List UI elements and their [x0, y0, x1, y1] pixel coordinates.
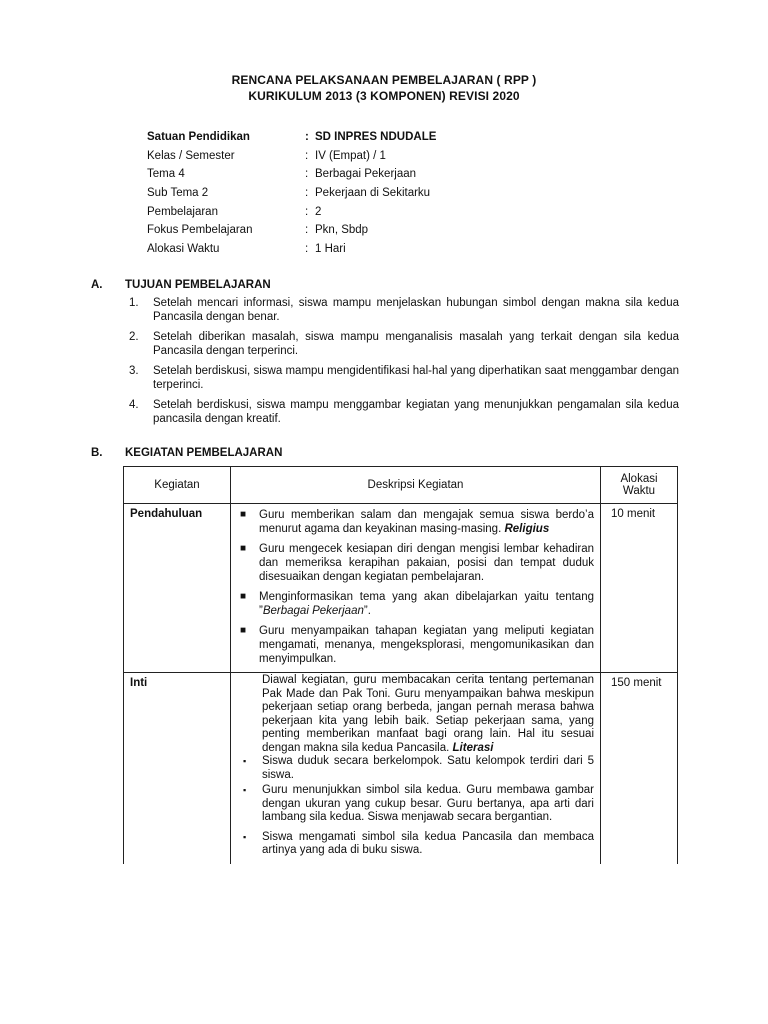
small-square-bullet-icon: ▪ — [243, 831, 247, 842]
objective-item — [129, 330, 679, 358]
section-a-letter: A. — [91, 279, 103, 291]
item-text: Siswa mengamati simbol sila kedua Pancasila dan membaca artinya yang ada di buku siswa. — [262, 830, 594, 856]
objective-text: Setelah mencari informasi, siswa mampu menjelaskan hubungan simbol dengan makna sila kedua Pancasila dengan benar. — [153, 297, 679, 323]
identity-row — [147, 243, 436, 262]
identity-row — [147, 224, 436, 243]
item-text-end: ”. — [363, 605, 371, 617]
item-text: Menginformasikan tema yang akan dibelajarkan yaitu tentang ” — [259, 591, 594, 617]
phase-inti: Inti — [124, 673, 231, 864]
objective-text: Setelah berdiskusi, siswa mampu mengidentifikasi hal-hal yang diperhatikan saat menggambar dengan terperinci. — [153, 365, 679, 391]
objective-item — [129, 364, 679, 392]
section-a-heading — [91, 279, 271, 291]
activities-header-row — [124, 467, 678, 504]
list-item — [237, 542, 594, 584]
identity-value: IV (Empat) / 1 — [315, 149, 386, 162]
identity-colon: : — [305, 224, 309, 237]
header-time: Alokasi Waktu — [601, 467, 678, 504]
intro-text: Diawal kegiatan, guru membacakan cerita tentang pertemanan Pak Made dan Pak Toni. Guru menyampaikan bahwa meskipun pekerjaan setiap orang berbeda, jangan pernah merasa bahwa pekerjaan kita yang lebih baik. Setiap pekerjaan sama, yang penting memberikan manfaat bagi orang lain. Hal itu sesuai dengan makna sila kedua Pancasila. — [262, 674, 594, 754]
list-item — [237, 508, 594, 536]
identity-row — [147, 150, 436, 169]
inti-points — [237, 755, 594, 858]
identity-row — [147, 131, 436, 150]
objective-number: 1. — [129, 297, 139, 309]
identity-colon: : — [305, 205, 309, 218]
identity-label: Sub Tema 2 — [147, 187, 209, 200]
identity-value: 1 Hari — [315, 243, 346, 256]
document-title-line1: RENCANA PELAKSANAAN PEMBELAJARAN ( RPP ) — [231, 73, 537, 87]
list-item — [237, 755, 594, 782]
square-bullet-icon: ■ — [240, 591, 247, 602]
identity-colon: : — [305, 149, 309, 162]
identity-label: Fokus Pembelajaran — [147, 224, 253, 237]
small-square-bullet-icon: ▪ — [243, 756, 247, 766]
inti-intro — [237, 674, 594, 755]
identity-colon: : — [305, 243, 309, 256]
character-tag: Religius — [504, 523, 550, 535]
square-bullet-icon: ■ — [240, 625, 247, 636]
identity-value: 2 — [315, 205, 322, 218]
small-square-bullet-icon: ▪ — [243, 785, 247, 795]
list-item — [237, 590, 594, 618]
section-b-heading — [91, 447, 282, 459]
identity-label: Tema 4 — [147, 168, 185, 181]
learning-objectives-list — [129, 296, 679, 432]
objective-number: 3. — [129, 365, 139, 377]
inti-description — [231, 673, 601, 864]
item-text: Guru menyampaikan tahapan kegiatan yang meliputi kegiatan mengamati, menanya, mengeksplorasi, mengomunikasikan dan menyimpulkan. — [259, 625, 594, 665]
identity-label: Alokasi Waktu — [147, 243, 220, 256]
objective-text: Setelah berdiskusi, siswa mampu menggambar kegiatan yang menunjukkan pengamalan sila kedua pancasila dengan kreatif. — [153, 399, 679, 425]
identity-row — [147, 206, 436, 225]
inti-row — [124, 673, 678, 864]
pendahuluan-items — [237, 508, 594, 666]
list-item — [237, 784, 594, 825]
item-text: Guru memberikan salam dan mengajak semua siswa berdo’a menurut agama dan keyakinan masing-masing. — [259, 509, 594, 535]
identity-table — [147, 131, 436, 262]
square-bullet-icon: ■ — [240, 543, 247, 554]
pendahuluan-row — [124, 504, 678, 673]
objective-number: 2. — [129, 331, 139, 343]
objective-text: Setelah diberikan masalah, siswa mampu menganalisis masalah yang terkait dengan sila kedua Pancasila dengan terperinci. — [153, 331, 679, 357]
identity-label: Pembelajaran — [147, 205, 218, 218]
identity-colon: : — [305, 168, 309, 181]
character-tag: Literasi — [452, 741, 494, 754]
list-item — [237, 831, 594, 858]
document-title-line2: KURIKULUM 2013 (3 KOMPONEN) REVISI 2020 — [248, 89, 520, 103]
header-activity: Kegiatan — [124, 467, 231, 504]
section-b-title: KEGIATAN PEMBELAJARAN — [125, 447, 283, 459]
identity-label: Kelas / Semester — [147, 149, 235, 162]
identity-label: Satuan Pendidikan — [147, 131, 250, 143]
header-description: Deskripsi Kegiatan — [231, 467, 601, 504]
identity-value: Berbagai Pekerjaan — [315, 168, 417, 181]
item-text: Guru mengecek kesiapan diri dengan mengisi lembar kehadiran dan memeriksa kerapihan pakaian, posisi dan tempat duduk disesuaikan dengan kegiatan pembelajaran. — [259, 543, 594, 583]
identity-colon: : — [305, 187, 309, 200]
activities-table — [123, 466, 678, 864]
item-text: Guru menunjukkan simbol sila kedua. Guru membawa gambar dengan ukuran yang cukup besar. Guru bertanya, apa arti dari lambang sila kedua. Siswa menjawab secara bergantian. — [262, 784, 594, 823]
pendahuluan-time: 10 menit — [601, 504, 678, 673]
identity-row — [147, 187, 436, 206]
inti-time: 150 menit — [601, 673, 678, 864]
list-item — [237, 624, 594, 666]
theme-name: Berbagai Pekerjaan — [262, 605, 364, 617]
section-b-letter: B. — [91, 447, 103, 459]
pendahuluan-description — [231, 504, 601, 673]
identity-colon: : — [305, 131, 309, 143]
objective-item — [129, 296, 679, 324]
identity-value: Pkn, Sbdp — [315, 224, 369, 237]
item-text: Siswa duduk secara berkelompok. Satu kelompok terdiri dari 5 siswa. — [262, 755, 594, 781]
square-bullet-icon: ■ — [240, 509, 247, 520]
identity-value: SD INPRES NDUDALE — [315, 131, 437, 143]
phase-pendahuluan: Pendahuluan — [124, 504, 231, 673]
identity-row — [147, 168, 436, 187]
identity-value: Pekerjaan di Sekitarku — [315, 187, 431, 200]
objective-item — [129, 398, 679, 426]
objective-number: 4. — [129, 399, 139, 411]
section-a-title: TUJUAN PEMBELAJARAN — [125, 279, 271, 291]
